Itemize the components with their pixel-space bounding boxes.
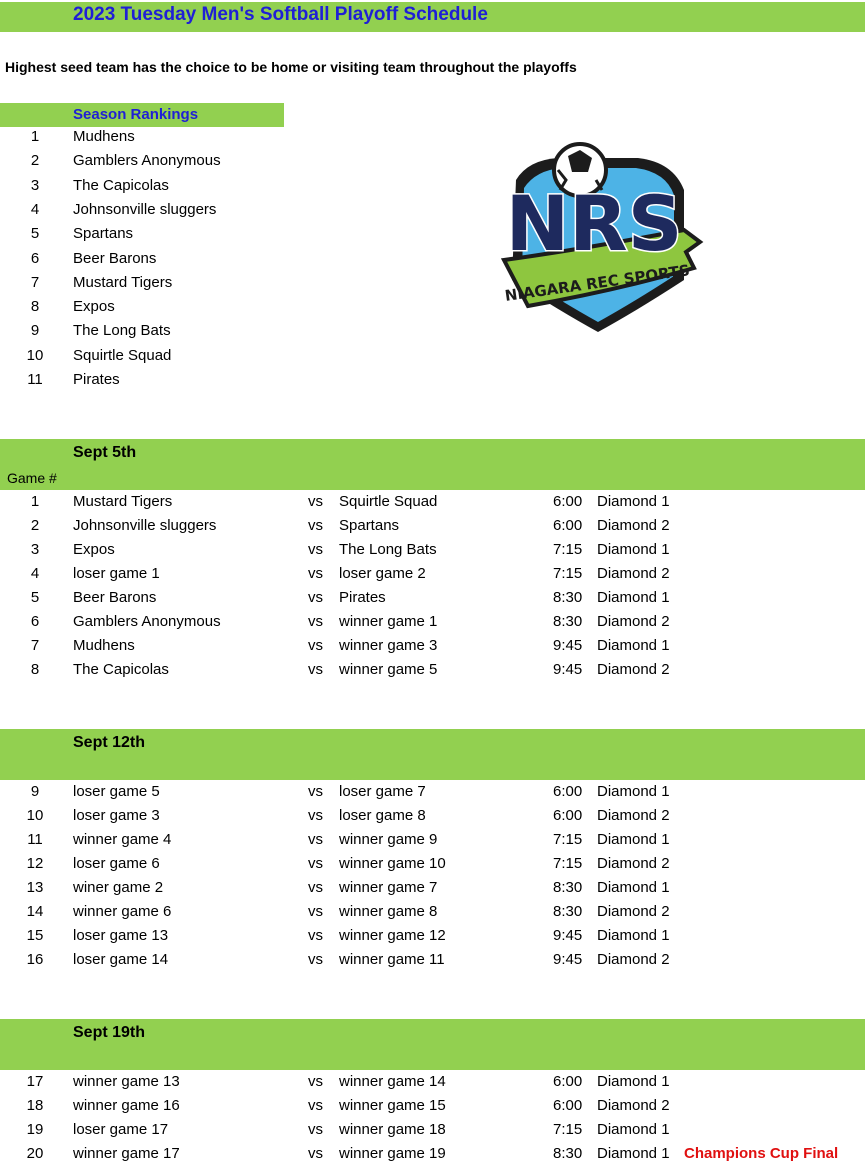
vs-label: vs xyxy=(308,613,323,630)
rank-number: 9 xyxy=(30,322,40,340)
home-team: The Capicolas xyxy=(73,661,169,678)
game-time: 9:45 xyxy=(553,927,583,944)
rank-number: 10 xyxy=(26,346,44,364)
vs-label: vs xyxy=(308,661,323,678)
page-title: 2023 Tuesday Men's Softball Playoff Schedule xyxy=(73,4,488,25)
away-team: winner game 15 xyxy=(339,1097,446,1114)
game-time: 9:45 xyxy=(553,951,583,968)
game-time: 6:00 xyxy=(553,1073,583,1090)
game-time: 8:30 xyxy=(553,1145,583,1162)
game-number: 17 xyxy=(26,1073,44,1090)
game-number: 12 xyxy=(26,855,44,872)
home-team: loser game 1 xyxy=(73,565,160,582)
diamond: Diamond 2 xyxy=(597,951,670,968)
diamond: Diamond 1 xyxy=(597,783,670,800)
rank-team: Pirates xyxy=(73,371,120,388)
rank-number: 6 xyxy=(30,249,40,267)
logo-banner-text: NIAGARA REC SPORTS xyxy=(503,261,691,305)
diamond: Diamond 1 xyxy=(597,589,670,606)
vs-label: vs xyxy=(308,1121,323,1138)
game-time: 7:15 xyxy=(553,855,583,872)
away-team: loser game 2 xyxy=(339,565,426,582)
away-team: winner game 5 xyxy=(339,661,438,678)
game-time: 6:00 xyxy=(553,1097,583,1114)
game-number: 14 xyxy=(26,903,44,920)
rank-number: 4 xyxy=(30,200,40,218)
rank-team: Mustard Tigers xyxy=(73,273,173,291)
rank-team: Squirtle Squad xyxy=(73,346,172,364)
diamond: Diamond 1 xyxy=(597,1073,670,1090)
home-team: Gamblers Anonymous xyxy=(73,613,221,630)
vs-label: vs xyxy=(308,565,323,582)
game-number: 1 xyxy=(30,493,40,510)
vs-label: vs xyxy=(308,1073,323,1090)
home-team: winner game 4 xyxy=(73,831,172,848)
logo-main-text: NRS xyxy=(505,179,683,268)
rank-team: The Capicolas xyxy=(73,176,169,194)
rank-team: The Long Bats xyxy=(73,322,171,340)
rank-number: 5 xyxy=(30,225,40,243)
diamond: Diamond 1 xyxy=(597,493,670,510)
game-time: 9:45 xyxy=(553,661,583,678)
diamond: Diamond 2 xyxy=(597,517,670,534)
vs-label: vs xyxy=(308,807,323,824)
diamond: Diamond 1 xyxy=(597,1121,670,1138)
game-number: 18 xyxy=(26,1097,44,1114)
vs-label: vs xyxy=(308,493,323,510)
game-time: 7:15 xyxy=(553,831,583,848)
game-number: 3 xyxy=(30,541,40,558)
away-team: winner game 11 xyxy=(339,951,445,968)
week-date: Sept 5th xyxy=(73,444,137,461)
game-number: 19 xyxy=(26,1121,44,1138)
game-number: 20 xyxy=(26,1145,44,1162)
home-team: loser game 17 xyxy=(73,1121,169,1138)
vs-label: vs xyxy=(308,831,323,848)
subtitle: Highest seed team has the choice to be home or visiting team throughout the playoffs xyxy=(5,59,577,75)
game-time: 8:30 xyxy=(553,589,583,606)
home-team: Expos xyxy=(73,541,115,558)
game-time: 8:30 xyxy=(553,879,583,896)
home-team: winner game 13 xyxy=(73,1073,180,1090)
home-team: Mudhens xyxy=(73,637,135,654)
game-number: 6 xyxy=(30,613,40,630)
home-team: loser game 14 xyxy=(73,951,169,968)
game-number: 4 xyxy=(30,565,40,582)
home-team: Mustard Tigers xyxy=(73,493,173,510)
game-time: 6:00 xyxy=(553,517,583,534)
rank-team: Johnsonville sluggers xyxy=(73,200,217,218)
diamond: Diamond 1 xyxy=(597,831,670,848)
home-team: Beer Barons xyxy=(73,589,157,606)
away-team: winner game 3 xyxy=(339,637,438,654)
vs-label: vs xyxy=(308,589,323,606)
home-team: loser game 6 xyxy=(73,855,160,872)
game-number: 9 xyxy=(30,783,40,800)
away-team: winner game 19 xyxy=(339,1145,446,1162)
home-team: winner game 16 xyxy=(73,1097,180,1114)
game-number: 13 xyxy=(26,879,44,896)
game-time: 8:30 xyxy=(553,903,583,920)
game-number: 2 xyxy=(30,517,40,534)
game-time: 9:45 xyxy=(553,637,583,654)
vs-label: vs xyxy=(308,541,323,558)
rank-team: Mudhens xyxy=(73,128,135,145)
away-team: The Long Bats xyxy=(339,541,437,558)
diamond: Diamond 2 xyxy=(597,565,670,582)
home-team: Johnsonville sluggers xyxy=(73,517,217,534)
away-team: Squirtle Squad xyxy=(339,493,438,510)
vs-label: vs xyxy=(308,1145,323,1162)
game-number: 16 xyxy=(26,951,44,968)
game-time: 6:00 xyxy=(553,493,583,510)
away-team: Spartans xyxy=(339,517,400,534)
home-team: loser game 5 xyxy=(73,783,160,800)
game-number: 15 xyxy=(26,927,44,944)
diamond: Diamond 2 xyxy=(597,661,670,678)
away-team: winner game 14 xyxy=(339,1073,446,1090)
game-number: 10 xyxy=(26,807,44,824)
diamond: Diamond 1 xyxy=(597,927,670,944)
away-team: loser game 7 xyxy=(339,783,426,800)
game-number: 5 xyxy=(30,589,40,606)
home-team: loser game 13 xyxy=(73,927,169,944)
week-date: Sept 19th xyxy=(73,1024,146,1041)
rankings-heading: Season Rankings xyxy=(73,106,199,123)
game-number-header: Game # xyxy=(7,470,57,486)
game-number: 8 xyxy=(30,661,40,678)
rank-number: 3 xyxy=(30,176,40,194)
rank-number: 11 xyxy=(27,371,43,388)
game-time: 7:15 xyxy=(553,1121,583,1138)
vs-label: vs xyxy=(308,855,323,872)
game-time: 7:15 xyxy=(553,565,583,582)
rank-team: Expos xyxy=(73,298,115,316)
home-team: winner game 17 xyxy=(73,1145,180,1162)
away-team: Pirates xyxy=(339,589,386,606)
away-team: winner game 7 xyxy=(339,879,438,896)
home-team: winner game 6 xyxy=(73,903,172,920)
game-time: 6:00 xyxy=(553,807,583,824)
vs-label: vs xyxy=(308,517,323,534)
diamond: Diamond 1 xyxy=(597,1145,670,1162)
away-team: winner game 8 xyxy=(339,903,438,920)
rank-number: 2 xyxy=(30,152,40,170)
rank-number: 7 xyxy=(30,273,40,291)
away-team: winner game 1 xyxy=(339,613,438,630)
rank-team: Spartans xyxy=(73,225,134,243)
vs-label: vs xyxy=(308,927,323,944)
week-date: Sept 12th xyxy=(73,734,146,751)
home-team: winer game 2 xyxy=(73,879,164,896)
vs-label: vs xyxy=(308,637,323,654)
diamond: Diamond 1 xyxy=(597,879,670,896)
game-time: 8:30 xyxy=(553,613,583,630)
home-team: loser game 3 xyxy=(73,807,160,824)
vs-label: vs xyxy=(308,1097,323,1114)
diamond: Diamond 2 xyxy=(597,807,670,824)
diamond: Diamond 2 xyxy=(597,903,670,920)
rank-team: Beer Barons xyxy=(73,249,157,267)
nrs-logo xyxy=(488,140,708,336)
away-team: winner game 12 xyxy=(339,927,446,944)
rank-team: Gamblers Anonymous xyxy=(73,152,221,170)
away-team: winner game 18 xyxy=(339,1121,446,1138)
rank-number: 8 xyxy=(30,298,40,316)
diamond: Diamond 1 xyxy=(597,637,670,654)
game-number: 7 xyxy=(30,637,40,654)
vs-label: vs xyxy=(308,783,323,800)
game-number: 11 xyxy=(27,831,43,848)
diamond: Diamond 1 xyxy=(597,541,670,558)
away-team: winner game 10 xyxy=(339,855,446,872)
vs-label: vs xyxy=(308,879,323,896)
away-team: winner game 9 xyxy=(339,831,438,848)
game-time: 6:00 xyxy=(553,783,583,800)
diamond: Diamond 2 xyxy=(597,613,670,630)
away-team: loser game 8 xyxy=(339,807,426,824)
game-note: Champions Cup Final xyxy=(684,1145,839,1162)
vs-label: vs xyxy=(308,903,323,920)
vs-label: vs xyxy=(308,951,323,968)
game-time: 7:15 xyxy=(553,541,583,558)
diamond: Diamond 2 xyxy=(597,1097,670,1114)
diamond: Diamond 2 xyxy=(597,855,670,872)
rank-number: 1 xyxy=(30,128,40,145)
